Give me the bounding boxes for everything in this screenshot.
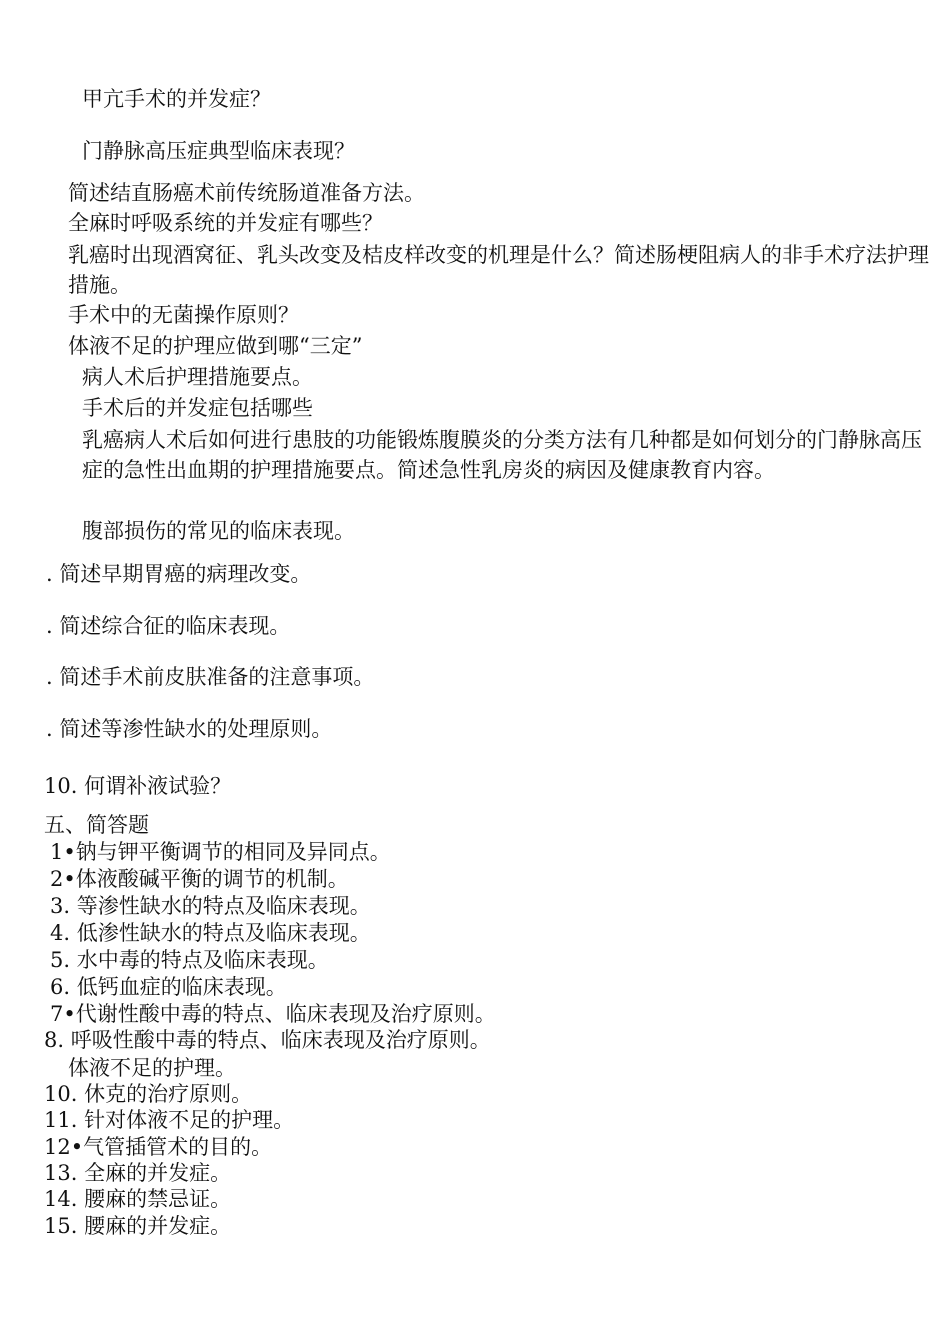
question-line: . 简述早期胃癌的病理改变。 xyxy=(46,562,312,586)
list-item: 体液不足的护理。 xyxy=(68,1056,236,1080)
question-line: 乳癌时出现酒窝征、乳头改变及桔皮样改变的机理是什么？简述肠梗阻病人的非手术疗法护理措施。 xyxy=(68,243,929,297)
question-line: 门静脉高压症典型临床表现？ xyxy=(82,139,355,163)
list-item: 13. 全麻的并发症。 xyxy=(44,1161,232,1185)
question-line: 10. 何谓补液试验？ xyxy=(44,774,232,798)
question-line: . 简述综合征的临床表现。 xyxy=(46,614,291,638)
list-item: 1•钠与钾平衡调节的相同及异同点。 xyxy=(50,840,391,864)
question-line: 手术后的并发症包括哪些 xyxy=(82,396,313,420)
question-line: 甲亢手术的并发症？ xyxy=(82,87,271,111)
question-line: 体液不足的护理应做到哪“三定” xyxy=(68,334,363,358)
list-item: 5. 水中毒的特点及临床表现。 xyxy=(50,948,329,972)
list-item: 14. 腰麻的禁忌证。 xyxy=(44,1187,232,1211)
list-item: 3. 等渗性缺水的特点及临床表现。 xyxy=(50,894,371,918)
question-line: 乳癌病人术后如何进行患肢的功能锻炼腹膜炎的分类方法有几种都是如何划分的门静脉高压症的急性出血期的护理措施要点。简述急性乳房炎的病因及健康教育内容。 xyxy=(82,428,922,482)
question-line: 简述结直肠癌术前传统肠道准备方法。 xyxy=(68,181,425,205)
question-line: 腹部损伤的常见的临床表现。 xyxy=(82,519,355,543)
list-item: 4. 低渗性缺水的特点及临床表现。 xyxy=(50,921,371,945)
list-item: 12•气管插管术的目的。 xyxy=(44,1135,273,1159)
question-line: 手术中的无菌操作原则？ xyxy=(68,303,299,327)
list-item: 2•体液酸碱平衡的调节的机制。 xyxy=(50,867,349,891)
list-item: 10. 休克的治疗原则。 xyxy=(44,1082,253,1106)
list-item: 15. 腰麻的并发症。 xyxy=(44,1214,232,1238)
section-title: 五、简答题 xyxy=(44,813,149,837)
question-line: 病人术后护理措施要点。 xyxy=(82,365,313,389)
list-item: 7•代谢性酸中毒的特点、临床表现及治疗原则。 xyxy=(50,1002,496,1026)
list-item: 11. 针对体液不足的护理。 xyxy=(44,1108,295,1132)
question-line: . 简述等渗性缺水的处理原则。 xyxy=(46,717,333,741)
question-line: . 简述手术前皮肤准备的注意事项。 xyxy=(46,665,375,689)
question-line: 全麻时呼吸系统的并发症有哪些？ xyxy=(68,211,383,235)
list-item: 6. 低钙血症的临床表现。 xyxy=(50,975,287,999)
list-item: 8. 呼吸性酸中毒的特点、临床表现及治疗原则。 xyxy=(44,1028,491,1052)
